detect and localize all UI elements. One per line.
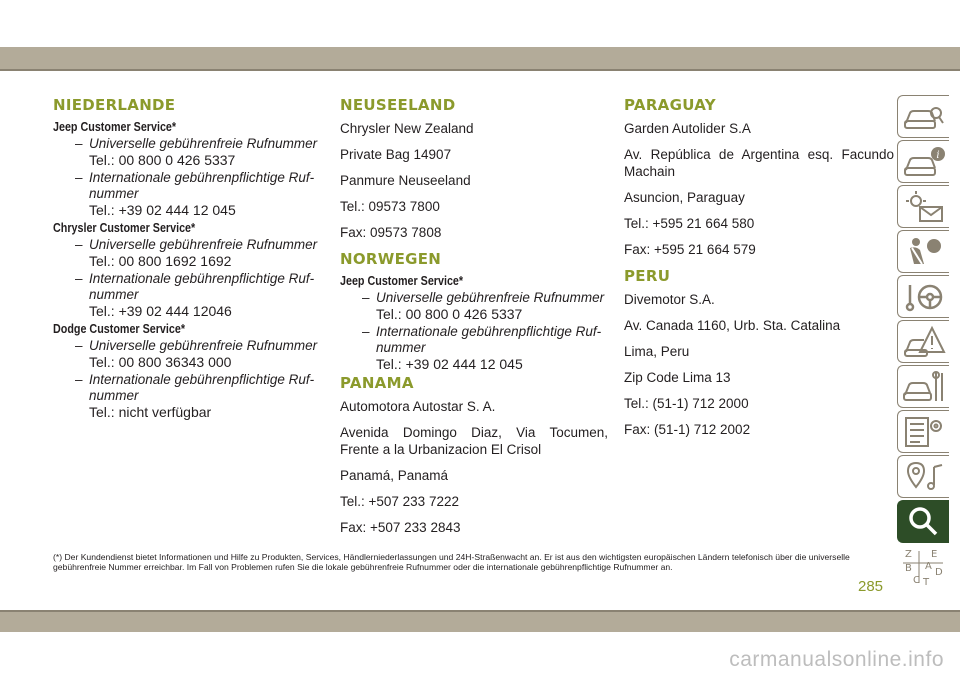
- tab-multimedia[interactable]: [897, 455, 949, 498]
- service-block-dodge: [53, 322, 323, 421]
- free-number-label: – Universelle gebührenfreie Rufnummer: [75, 237, 318, 252]
- phone-line: Tel.: (51-1) 712 2000: [624, 396, 749, 411]
- free-number-tel: Tel.: 00 800 0 426 5337: [89, 152, 236, 168]
- intl-number-label: – Internationale gebührenpflichtige Ruf- nummer: [362, 324, 602, 355]
- intl-number-label: – Internationale gebührenpflichtige Ruf- nummer: [75, 372, 315, 403]
- fax-line: Fax: +595 21 664 579: [624, 242, 756, 257]
- alphabet-index-icon: [901, 547, 945, 587]
- free-number-label: – Universelle gebührenfreie Rufnummer: [75, 136, 318, 151]
- top-header-rule: [0, 69, 960, 71]
- car-warning-triangle-icon: [902, 324, 946, 360]
- search-icon: [902, 504, 946, 540]
- car-tools-icon: [902, 369, 946, 405]
- index-letter: D: [935, 566, 943, 578]
- tab-vehicle-info[interactable]: [897, 140, 949, 183]
- tab-index-search[interactable]: [897, 500, 949, 543]
- service-block-jeep-norway: [340, 274, 608, 373]
- phone-line: Tel.: +507 233 7222: [340, 494, 459, 509]
- bottom-footer-band: [0, 612, 960, 632]
- address-line: Av. Canada 1160, Urb. Sta. Catalina: [624, 318, 841, 333]
- address-line: Lima, Peru: [624, 344, 690, 359]
- intl-number-label: – Internationale gebührenpflichtige Ruf- nummer: [75, 170, 315, 201]
- svg-text:i: i: [935, 149, 940, 161]
- free-number-label: – Universelle gebührenfreie Rufnummer: [362, 290, 605, 305]
- footnote: (*) Der Kundendienst bietet Informationen und Hilfe zu Produkten, Services, Händlerniederlassungen und 24H-Straßenwacht an. Er ist aus den wichtigsten europäischen Ländern telefonisch über die universelle gebührenfreie Nummer erreichbar. Im Fall von Problemen rufen Sie die lokale gebührenfreie Rufnummer oder die internationale gebührenpflichtige Rufnummer an.: [53, 552, 850, 572]
- free-number-tel: Tel.: 00 800 36343 000: [89, 354, 232, 370]
- tab-emergency[interactable]: [897, 320, 949, 363]
- address-line: Zip Code Lima 13: [624, 370, 731, 385]
- service-title: Chrysler Customer Service*: [53, 221, 196, 235]
- intl-number-label: – Internationale gebührenpflichtige Ruf- nummer: [75, 271, 315, 302]
- tab-getting-to-know[interactable]: [897, 95, 949, 138]
- chapter-tabs: [897, 95, 949, 590]
- tab-starting-driving[interactable]: [897, 275, 949, 318]
- steering-wheel-icon: [902, 279, 946, 315]
- intl-number-tel: Tel.: +39 02 444 12046: [89, 303, 232, 319]
- address-line: Automotora Autostar S. A.: [340, 399, 496, 414]
- tab-safety[interactable]: [897, 230, 949, 273]
- section-title-peru: PERU: [624, 267, 671, 285]
- watermark: carmanualsonline.info: [729, 648, 944, 671]
- car-info-icon: [902, 144, 946, 180]
- tab-dashboard[interactable]: [897, 185, 949, 228]
- index-letter: Z: [905, 548, 912, 560]
- free-number-tel: Tel.: 00 800 0 426 5337: [376, 306, 523, 322]
- tab-technical-specs[interactable]: [897, 410, 949, 453]
- column-niederlande: [53, 96, 323, 422]
- intl-number-tel: Tel.: +39 02 444 12 045: [89, 202, 236, 218]
- car-key-search-icon: [902, 99, 946, 135]
- section-title-paraguay: PARAGUAY: [624, 96, 716, 114]
- index-letter: B: [905, 562, 912, 574]
- address-line: Chrysler New Zealand: [340, 121, 474, 136]
- column-neuseeland-norwegen-panama: [340, 96, 608, 545]
- fax-line: Fax: 09573 7808: [340, 225, 442, 240]
- service-title: Dodge Customer Service*: [53, 322, 186, 336]
- fax-line: Fax: +507 233 2843: [340, 520, 461, 535]
- intl-number-tel: Tel.: nicht verfügbar: [89, 404, 212, 420]
- airbag-seatbelt-icon: [902, 234, 946, 270]
- tab-alphabet-index[interactable]: [897, 545, 949, 588]
- address-line: Avenida Domingo Diaz, Via Tocumen, Frente a la Urbanizacion El Crisol: [340, 425, 608, 457]
- section-title-panama: PANAMA: [340, 374, 414, 392]
- section-title-neuseeland: NEUSEELAND: [340, 96, 456, 114]
- phone-line: Tel.: +595 21 664 580: [624, 216, 755, 231]
- navigation-music-icon: [902, 459, 946, 495]
- service-block-chrysler: [53, 221, 323, 320]
- dashboard-light-mail-icon: [902, 189, 946, 225]
- tab-servicing[interactable]: [897, 365, 949, 408]
- fax-line: Fax: (51-1) 712 2002: [624, 422, 751, 437]
- index-letter: C: [913, 574, 920, 586]
- free-number-label: – Universelle gebührenfreie Rufnummer: [75, 338, 318, 353]
- service-title: Jeep Customer Service*: [340, 274, 464, 288]
- phone-line: Tel.: 09573 7800: [340, 199, 440, 214]
- address-line: Asuncion, Paraguay: [624, 190, 745, 205]
- address-line: Garden Autolider S.A: [624, 121, 751, 136]
- top-header-band: [0, 47, 960, 69]
- address-line: Panamá, Panamá: [340, 468, 449, 483]
- index-letter: E: [931, 548, 938, 560]
- address-line: Divemotor S.A.: [624, 292, 715, 307]
- service-block-jeep: [53, 120, 323, 219]
- intl-number-tel: Tel.: +39 02 444 12 045: [376, 356, 523, 372]
- address-line: Av. República de Argentina esq. Facundo Machain: [624, 147, 894, 179]
- service-title: Jeep Customer Service*: [53, 120, 177, 134]
- address-line: Private Bag 14907: [340, 147, 452, 162]
- index-letter: T: [923, 576, 930, 587]
- settings-list-icon: [902, 414, 946, 450]
- column-paraguay-peru: [624, 96, 894, 447]
- index-letter: A: [925, 560, 932, 572]
- section-title-niederlande: NIEDERLANDE: [53, 96, 176, 114]
- free-number-tel: Tel.: 00 800 1692 1692: [89, 253, 232, 269]
- address-line: Panmure Neuseeland: [340, 173, 471, 188]
- page-number: 285: [858, 578, 884, 595]
- section-title-norwegen: NORWEGEN: [340, 250, 442, 268]
